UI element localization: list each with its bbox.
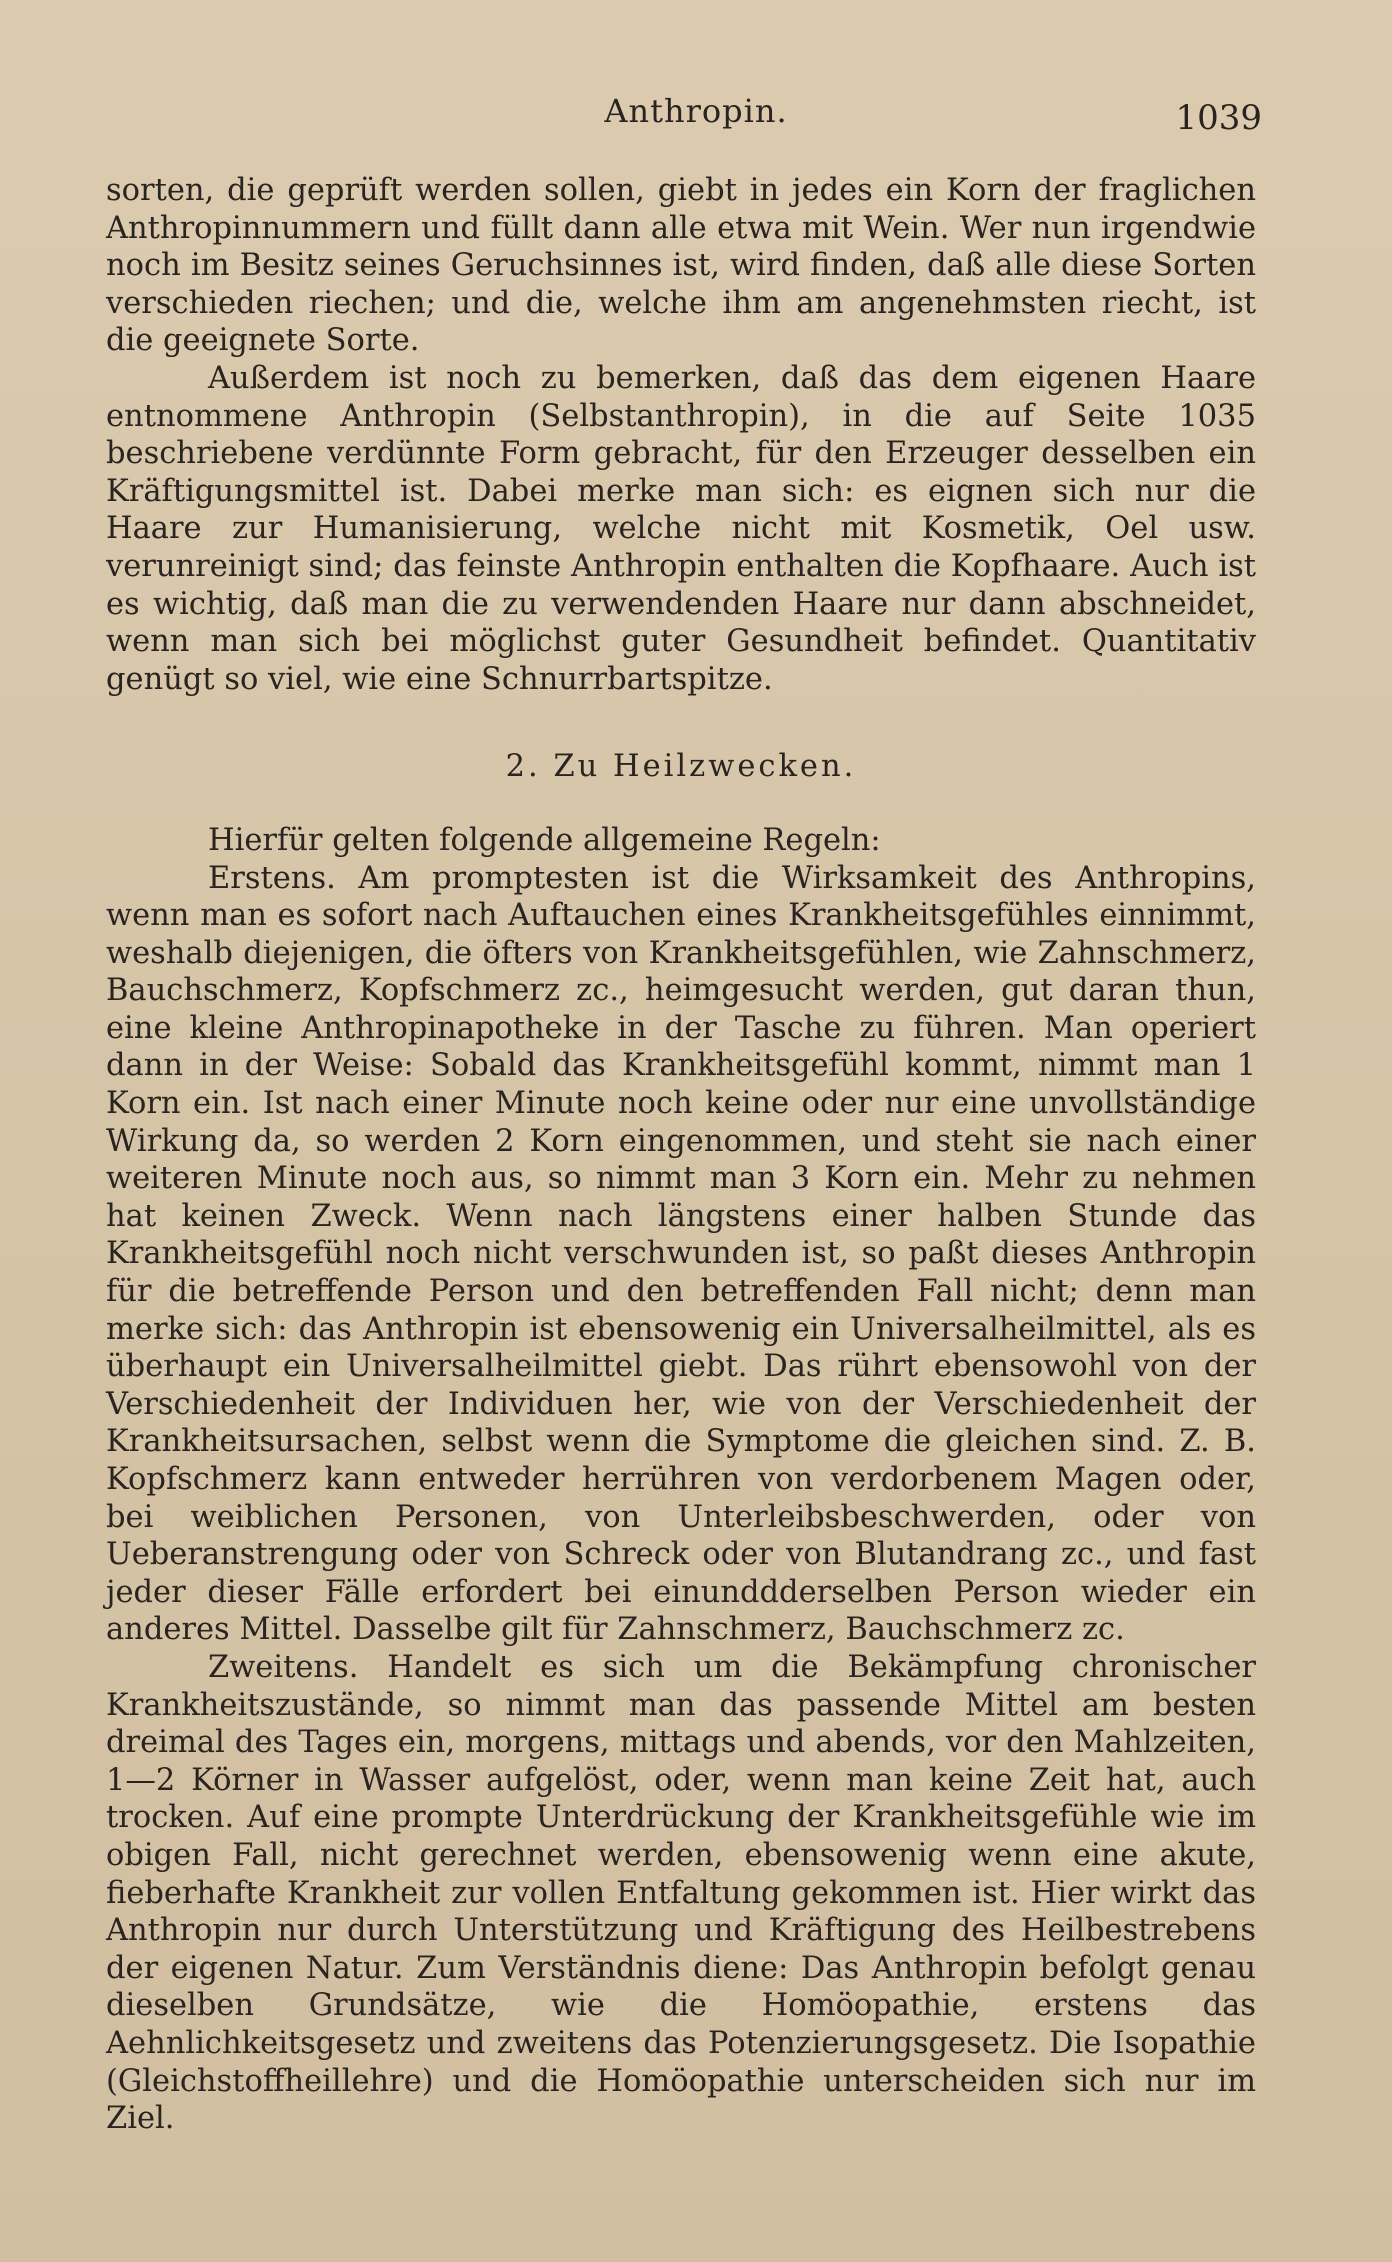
section-title: 2. Zu Heilzwecken. [505,749,857,785]
paragraph-selbstanthropin: Außerdem ist noch zu bemerken, daß das dem eigenen Haare entnommene Anthropin (Selbstanthropin), in die auf Seite 1035 beschriebene verdünnte Form gebracht, für den Erzeuger desselben ein Kräftigungsmittel ist. Dabei merke man sich: es eignen sich nur die Haare zur Humanisierung, welche nicht mit Kosmetik, Oel usw. verunreinigt sind; das feinste Anthropin enthalten die Kopfhaare. Auch ist es wichtig, daß man die zu verwendenden Haare nur dann abschneidet, wenn man sich bei möglichst guter Gesundheit befindet. Quantitativ genügt so viel, wie eine Schnurrbartspitze. [106,360,1256,697]
page-header [0,92,1392,142]
page-body [106,172,1256,2138]
paragraph-continuation: sorten, die geprüft werden sollen, giebt in jedes ein Korn der fraglichen Anthropinnummern und füllt dann alle etwa mit Wein. Wer nun irgendwie noch im Besitz seines Geruchsinnes ist, wird finden, daß alle diese Sorten verschieden riechen; und die, welche ihm am angenehmsten riecht, ist die geeignete Sorte. [106,173,1256,359]
paragraph-erstens: Erstens. Am promptesten ist die Wirksamkeit des Anthropins, wenn man es sofort nach Auftauchen eines Krankheitsgefühles einnimmt, weshalb diejenigen, die öfters von Krankheitsgefühlen, wie Zahnschmerz, Bauchschmerz, Kopfschmerz zc., heimgesucht werden, gut daran thun, eine kleine Anthropinapotheke in der Tasche zu führen. Man operiert dann in der Weise: Sobald das Krankheitsgefühl kommt, nimmt man 1 Korn ein. Ist nach einer Minute noch keine oder nur eine unvollständige Wirkung da, so werden 2 Korn eingenommen, und steht sie nach einer weiteren Minute noch aus, so nimmt man 3 Korn ein. Mehr zu nehmen hat keinen Zweck. Wenn nach längstens einer halben Stunde das Krankheitsgefühl noch nicht verschwunden ist, so paßt dieses Anthropin für die betreffende Person und den betreffenden Fall nicht; denn man merke sich: das Anthropin ist ebensowenig ein Universalheilmittel, als es überhaupt ein Universalheilmittel giebt. Das rührt ebensowohl von der Verschiedenheit der Individuen her, wie von der Verschiedenheit der Krankheitsursachen, selbst wenn die Symptome die gleichen sind. Z. B. Kopfschmerz kann entweder herrühren von verdorbenem Magen oder, bei weiblichen Personen, von Unterleibsbeschwerden, oder von Ueberanstrengung oder von Schreck oder von Blutandrang zc., und fast jeder dieser Fälle erfordert bei einunddderselben Person wieder ein anderes Mittel. Dasselbe gilt für Zahnschmerz, Bauchschmerz zc. [106,860,1256,1648]
running-head: Anthropin. [604,92,788,130]
paragraph-rules-intro: Hierfür gelten folgende allgemeine Regeln: [208,822,881,858]
paragraph-zweitens: Zweitens. Handelt es sich um die Bekämpfung chronischer Krankheitszustände, so nimmt man das passende Mittel am besten dreimal des Tages ein, morgens, mittags und abends, vor den Mahlzeiten, 1—2 Körner in Wasser aufgelöst, oder, wenn man keine Zeit hat, auch trocken. Auf eine prompte Unterdrückung der Krankheitsgefühle wie im obigen Fall, nicht gerechnet werden, ebensowenig wenn eine akute, fieberhafte Krankheit zur vollen Entfaltung gekommen ist. Hier wirkt das Anthropin nur durch Unterstützung und Kräftigung des Heilbestrebens der eigenen Natur. Zum Verständnis diene: Das Anthropin befolgt genau dieselben Grundsätze, wie die Homöopathie, erstens das Aehnlichkeitsgesetz und zweitens das Potenzierungsgesetz. Die Isopathie (Gleichstoffheillehre) und die Homöopathie unterscheiden sich nur im Ziel. [106,1649,1256,2137]
page-number: 1039 [1175,98,1262,138]
